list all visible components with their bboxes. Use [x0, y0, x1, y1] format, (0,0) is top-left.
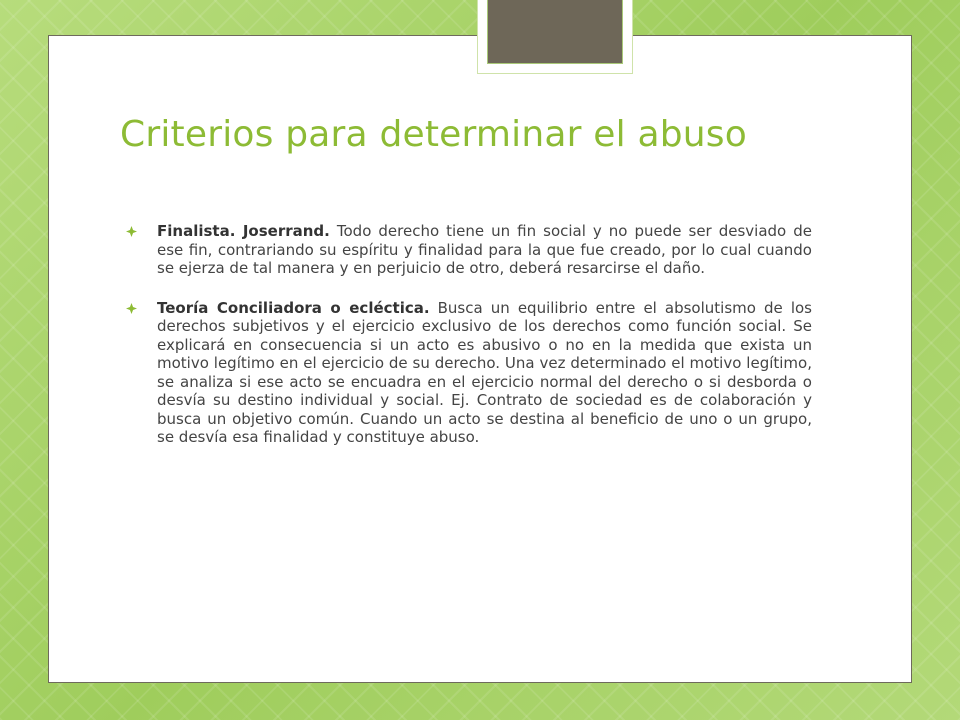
bullet-text	[157, 222, 812, 278]
bullet-list	[126, 222, 812, 468]
bullet-term: Teoría Conciliadora o ecléctica.	[157, 298, 430, 317]
bullet-item-finalista	[126, 222, 812, 278]
decorative-tab	[487, 0, 623, 64]
four-pointed-star-icon	[126, 303, 137, 314]
bullet-text	[157, 299, 812, 447]
slide-title: Criterios para determinar el abuso	[120, 114, 747, 155]
bullet-item-conciliadora	[126, 299, 812, 447]
four-pointed-star-icon	[126, 226, 137, 237]
bullet-body: Todo derecho tiene un fin social y no puede ser desviado de ese fin, contrariando su espíritu y finalidad para la que fue creado, por lo cual cuando se ejerza de tal manera y en perjuicio de otro, deberá resarcirse el daño.	[157, 222, 812, 277]
bullet-term: Finalista. Joserrand.	[157, 222, 330, 240]
bullet-body: Busca un equilibrio entre el absolutismo de los derechos subjetivos y el ejercicio exclusivo de los derechos como función social. Se explicará en consecuencia si un acto es abusivo o no en la medida que exista un motivo legítimo en el ejercicio de su derecho. Una vez determinado el motivo legítimo, se analiza si ese acto se encuadra en el ejercicio normal del derecho o si desborda o desvía su destino individual y social. Ej. Contrato de sociedad es de colaboración y busca un objetivo común. Cuando un acto se destina al beneficio de uno o un grupo, se desvía esa finalidad y constituye abuso.	[157, 298, 812, 446]
